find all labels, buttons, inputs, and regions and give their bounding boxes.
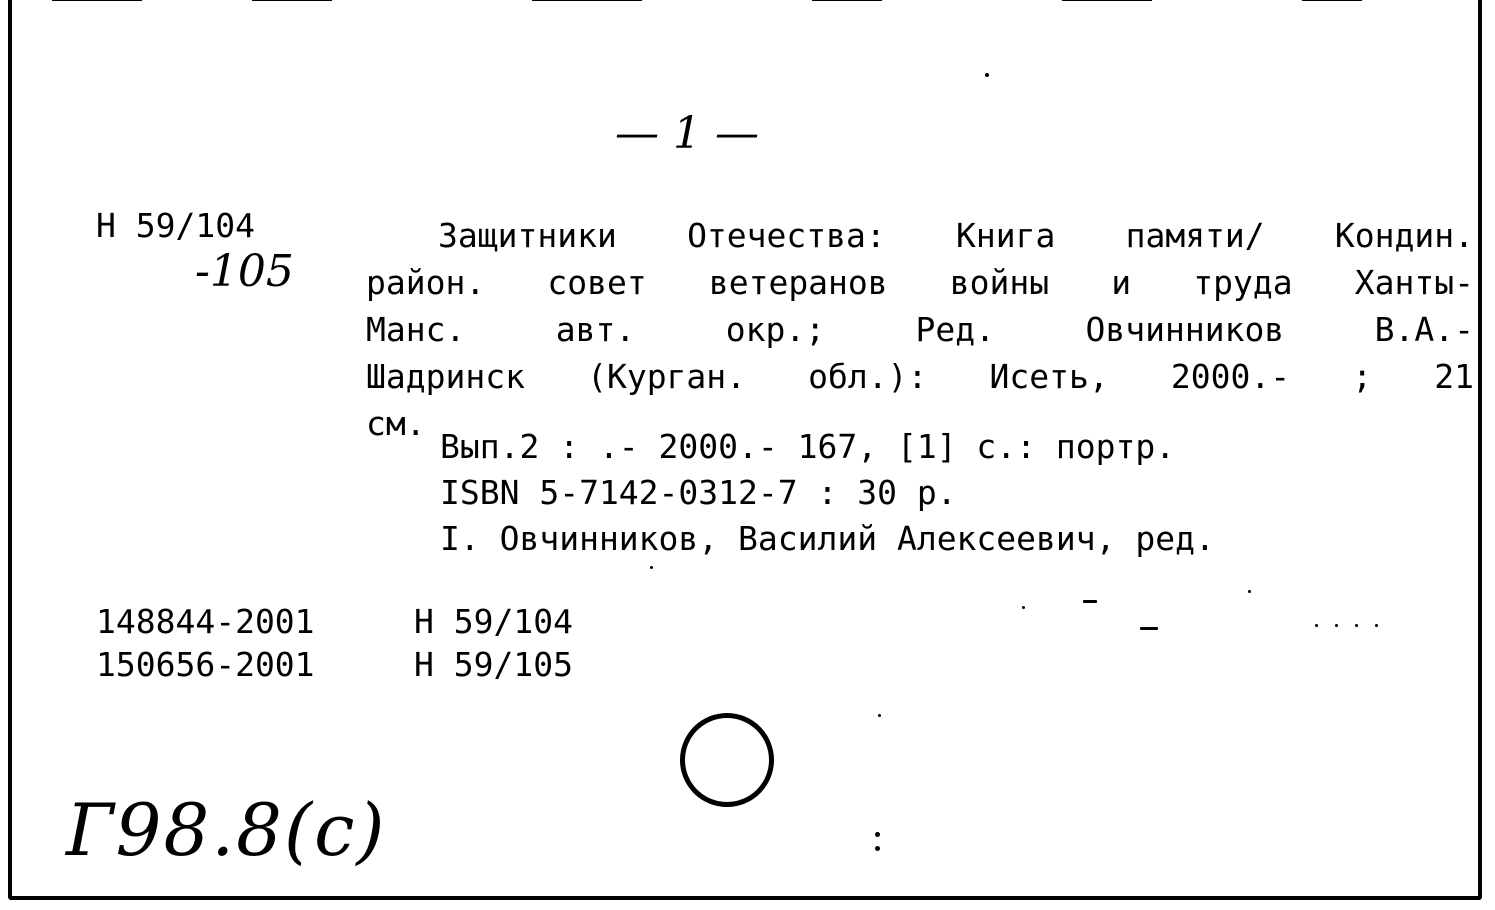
description-line: Шадринск (Курган. обл.): Исеть, 2000.- ; 21	[366, 357, 1474, 396]
speck	[1375, 624, 1378, 627]
card-top-edge	[812, 0, 882, 1]
shelfmark-handwritten-addition: -105	[195, 246, 294, 297]
accession-number: 150656-2001	[96, 645, 315, 684]
speck	[1335, 624, 1338, 627]
speck	[878, 714, 881, 717]
speck	[875, 846, 880, 851]
speck	[1022, 606, 1025, 609]
accession-shelfmark: Н 59/104	[414, 602, 573, 641]
speck	[1140, 627, 1158, 630]
description-line: Манс. авт. окр.; Ред. Овчинников В.А.-	[366, 310, 1474, 349]
speck	[875, 832, 880, 837]
punch-hole	[680, 713, 774, 807]
accession-number: 148844-2001	[96, 602, 315, 641]
bibliographic-description	[366, 212, 1474, 447]
accession-shelfmark: Н 59/105	[414, 645, 573, 684]
issue-line: Вып.2 : .- 2000.- 167, [1] с.: портр.	[440, 427, 1176, 466]
added-entry: I. Овчинников, Василий Алексеевич, ред.	[440, 519, 1215, 558]
speck	[985, 73, 989, 77]
card-top-edge	[252, 0, 332, 1]
description-line: см.	[366, 404, 426, 443]
description-line: Защитники Отечества: Книга памяти/ Кондин.	[438, 216, 1474, 255]
isbn-line: ISBN 5-7142-0312-7 : 30 р.	[440, 473, 957, 512]
card-top-edge	[1062, 0, 1152, 1]
speck	[650, 566, 653, 569]
classification-handwritten: Г98.8(с)	[66, 788, 387, 872]
description-line: район. совет ветеранов войны и труда Ханты-	[366, 263, 1474, 302]
speck	[1355, 624, 1358, 627]
speck	[1248, 590, 1251, 593]
card-top-edge	[532, 0, 642, 1]
speck	[1083, 600, 1097, 603]
shelfmark: Н 59/104	[96, 206, 255, 245]
card-top-edge	[52, 0, 142, 1]
card-top-edge	[1302, 0, 1362, 1]
speck	[1315, 624, 1318, 627]
page-marker: — 1 —	[615, 108, 759, 159]
